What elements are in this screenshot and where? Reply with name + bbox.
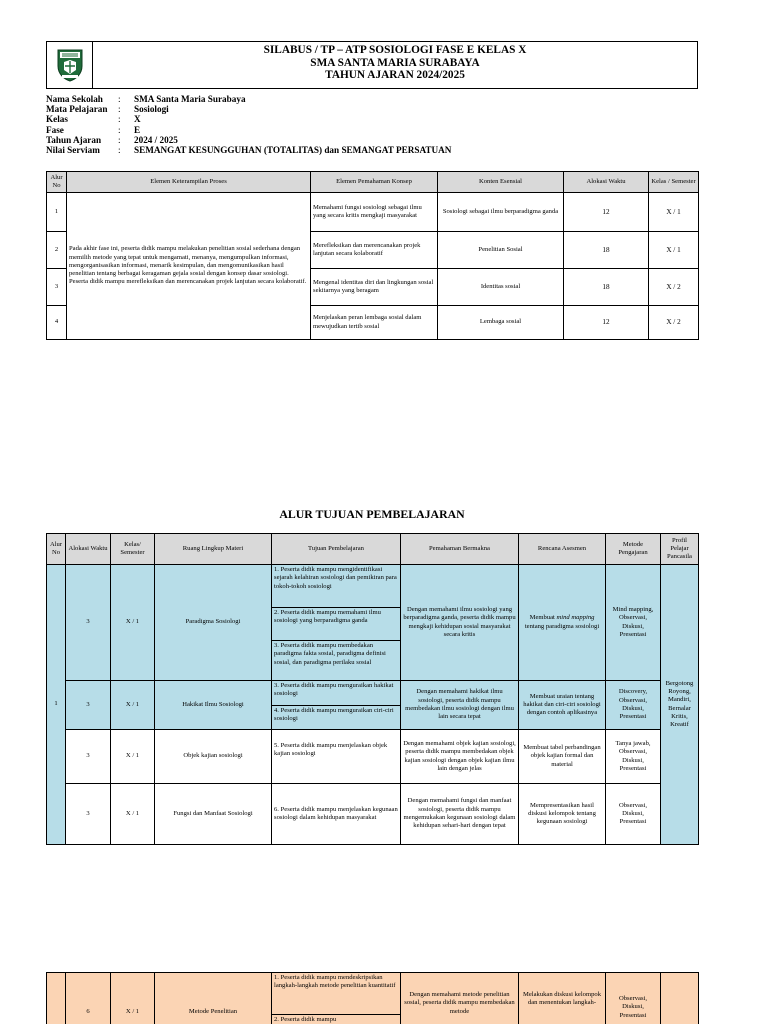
cell-no: 1 [47,193,67,232]
identity-row-phase: Fase : E [46,124,141,135]
tujuan-item: 3. Peserta didik mampu menguraikan hakikat sosiologi [272,681,400,706]
table-row [47,565,699,681]
column-header: Kelas/ Semester [111,534,155,565]
column-header: Elemen Keterampilan Proses [67,172,311,193]
cell-kelas: X / 1 [111,973,155,1024]
cell-waktu: 6 [66,973,111,1024]
cell-tujuan [272,565,401,681]
cell-pemahaman: Dengan memahami fungsi dan manfaat sosiologi, peserta didik mampu mengemukakan kegunaan sosiologi dalam kehidupan sehari-hari dengan tepat [401,784,519,845]
cell-tujuan: 5. Peserta didik mampu menjelaskan objek kajian sosiologi [272,730,401,784]
cell-waktu: 12 [564,193,649,232]
identity-row-school: Nama Sekolah : SMA Santa Maria Surabaya [46,94,246,104]
cell-waktu: 3 [66,730,111,784]
cell-asesmen: Membuat uraian tentang hakikat dan ciri-ciri sosiologi dengan contoh aplikasinya [519,681,606,730]
cell-materi: Hakikat Ilmu Sosiologi [155,681,272,730]
cell-waktu: 3 [66,784,111,845]
cell-konsep: Mengenal identitas diri dan lingkungan sosial sekitarnya yang beragam [311,269,438,306]
cell-metode: Discovery, Observasi, Diskusi, Presentasi [606,681,661,730]
column-header: Elemen Pemahaman Konsep [311,172,438,193]
table-row [47,681,699,730]
identity-label: Kelas [46,114,68,125]
cell-asesmen: Mempresentasikan hasil diskusi kelompok tentang kegunaan sosiologi [519,784,606,845]
identity-label: Nama Sekolah [46,94,103,104]
document-title [93,42,697,88]
cell-kelas: X / 1 [649,193,699,232]
identity-row-year: Tahun Ajaran : 2024 / 2025 [46,134,178,145]
cell-kelas: X / 1 [111,681,155,730]
cell-alur-no [47,973,66,1024]
table-row [47,193,699,232]
identity-value: 2024 / 2025 [134,134,178,145]
cell-materi: Objek kajian sosiologi [155,730,272,784]
cell-pemahaman: Dengan memahami metode penelitian sosial, peserta didik mampu membedakan metode [401,973,519,1024]
column-header: Alur No [47,172,67,193]
cell-no: 4 [47,306,67,340]
cell-materi: Metode Penelitian [155,973,272,1024]
column-header: Kelas / Semester [649,172,699,193]
title-line-3: TAHUN AJARAN 2024/2025 [325,69,465,81]
identity-row-serviam: Nilai Serviam : SEMANGAT KESUNGGUHAN (TOTALITAS) dan SEMANGAT PERSATUAN [46,145,452,156]
column-header: Rencana Asesmen [519,534,606,565]
identity-block [46,94,451,155]
tujuan-item: 2. Peserta didik mampu memahami ilmu sosiologi yang berparadigma ganda [272,608,400,641]
cell-asesmen: Membuat tabel perbandingan objek kajian formal dan material [519,730,606,784]
cell-no: 3 [47,269,67,306]
cell-konsep: Memahami fungsi sosiologi sebagai ilmu yang secara kritis mengkaji masyarakat [311,193,438,232]
column-header: Alokasi Waktu [66,534,111,565]
tujuan-item: 3. Peserta didik mampu membedakan paradigma fakta sosial, paradigma definisi sosial, dan paradigma perilaku sosial [274,642,386,666]
cell-kelas: X / 1 [111,730,155,784]
atp-table [46,533,699,845]
cell-waktu: 12 [564,306,649,340]
cell-konsep: Merefleksikan dan merencanakan projek lanjutan secara kolaboratif [311,232,438,269]
school-logo-cell [47,42,93,88]
cell-materi: Fungsi dan Manfaat Sosiologi [155,784,272,845]
title-line-1: SILABUS / TP – ATP SOSIOLOGI FASE E KELAS X [263,44,527,56]
column-header: Tujuan Pembelajaran [272,534,401,565]
atp-section-title: ALUR TUJUAN PEMBELAJARAN [279,507,465,521]
cell-metode: Tanya jawab, Observasi, Diskusi, Presentasi [606,730,661,784]
cell-profil [661,973,699,1024]
cell-kelas: X / 1 [649,232,699,269]
identity-label: Nilai Serviam [46,145,100,156]
cell-keterampilan: Pada akhir fase ini, peserta didik mampu melakukan penelitian sosial sederhana dengan memilih metode yang tepat untuk mengamati, menanya, mengumpulkan informasi, mengorganisasikan informasi, menarik kesimpulan, dan mengomunikasikan hasil penelitian tentang berbagai keragaman gejala sosial dengan konsep dasar sosiologi. Peserta didik mampu merefleksikan dan merencanakan projek lanjutan secara kolaboratif. [67,193,311,340]
cell-waktu: 3 [66,565,111,681]
cell-kelas: X / 1 [111,565,155,681]
silabus-header-row [47,172,699,193]
cell-konten: Sosiologi sebagai ilmu berparadigma ganda [438,193,564,232]
column-header: Metode Pengajaran [606,534,661,565]
cell-metode: Mind mapping, Observasi, Diskusi, Presentasi [606,565,661,681]
cell-konten: Penelitian Sosial [438,232,564,269]
cell-tujuan [272,681,401,730]
atp-header-row [47,534,699,565]
identity-value: X [134,114,141,125]
cell-pemahaman: Dengan memahami ilmu sosiologi yang berparadigma ganda, peserta didik mampu mengkaji kehidupan sosial masyarakat secara kritis [401,565,519,681]
cell-kelas: X / 2 [649,269,699,306]
cell-profil: Bergotong Royong, Mandiri, Bernalar Kritis, Kreatif [661,565,699,845]
document-header [46,41,698,89]
column-header: Alur No [47,534,66,565]
column-header: Ruang Lingkup Materi [155,534,272,565]
cell-pemahaman: Dengan memahami hakikat ilmu sosiologi, peserta didik mampu membedakan ilmu sosiologi dengan ilmu lain secara tepat [401,681,519,730]
table-row [47,784,699,845]
cell-metode: Observasi, Diskusi, Presentasi [606,973,661,1024]
identity-label: Tahun Ajaran [46,134,102,145]
cell-tujuan: 6. Peserta didik mampu menjelaskan kegunaan sosiologi dalam kehidupan masyarakat [272,784,401,845]
cell-kelas: X / 1 [111,784,155,845]
identity-row-class: Kelas : X [46,114,141,125]
identity-row-subject: Mata Pelajaran : Sosiologi [46,104,169,115]
column-header: Pemahaman Bermakna [401,534,519,565]
table-row [47,730,699,784]
column-header: Alokasi Waktu [564,172,649,193]
tujuan-item: 1. Peserta didik mampu mengidentifikasi sejarah kelahiran sosiologi dan pemikiran para tokoh-tokoh sosiologi [272,565,400,608]
cell-metode: Observasi, Diskusi, Presentasi [606,784,661,845]
cell-waktu: 18 [564,232,649,269]
identity-label: Mata Pelajaran [46,104,108,115]
identity-value: SEMANGAT KESUNGGUHAN (TOTALITAS) dan SEMANGAT PERSATUAN [134,145,452,156]
cell-konten: Lembaga sosial [438,306,564,340]
identity-value: E [134,124,141,135]
identity-value: Sosiologi [134,104,169,115]
identity-label: Fase [46,124,64,135]
school-crest-icon [56,48,84,82]
cell-alur-no: 1 [47,565,66,845]
identity-value: SMA Santa Maria Surabaya [134,94,246,104]
atp-table-continued [46,972,699,1024]
column-header: Profil Pelajar Pancasila [661,534,699,565]
table-row [47,973,699,1024]
cell-tujuan [272,973,401,1024]
cell-asesmen: Membuat mind mapping tentang paradigma sosiologi [519,565,606,681]
tujuan-item: 1. Peserta didik mampu mendeskripsikan langkah-langkah metode penelitian kuantitatif [272,973,400,1015]
title-line-2: SMA SANTA MARIA SURABAYA [310,56,480,69]
cell-konten: Identitas sosial [438,269,564,306]
cell-materi: Paradigma Sosiologi [155,565,272,681]
cell-konsep: Menjelaskan peran lembaga sosial dalam mewujudkan tertib sosial [311,306,438,340]
cell-no: 2 [47,232,67,269]
tujuan-item: 2. Peserta didik mampu [274,1016,337,1023]
cell-pemahaman: Dengan memahami objek kajian sosiologi, peserta didik mampu membedakan objek kajian sosiologi dengan objek kajian ilmu lain dengan jelas [401,730,519,784]
cell-waktu: 18 [564,269,649,306]
tujuan-item: 4. Peserta didik mampu menguraikan ciri-ciri sosiologi [274,707,394,723]
silabus-table [46,171,699,340]
cell-waktu: 3 [66,681,111,730]
cell-kelas: X / 2 [649,306,699,340]
column-header: Konten Esensial [438,172,564,193]
cell-asesmen: Melakukan diskusi kelompok dan menentukan langkah- [519,973,606,1024]
